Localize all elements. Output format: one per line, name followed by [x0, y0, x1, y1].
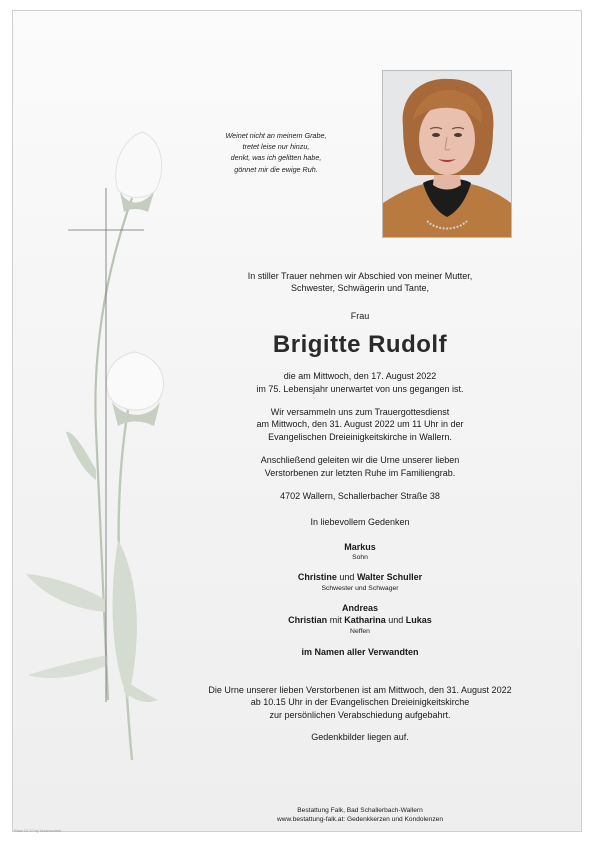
intro-line: In stiller Trauer nehmen wir Abschied von meiner Mutter, — [247, 271, 473, 281]
mourner-nephew: Andreas — [341, 602, 378, 613]
poem-line: tretet leise nur hinzu, — [242, 142, 310, 152]
poem-line: gönnet mir die ewige Ruh. — [234, 164, 318, 174]
mourner-name: Lukas — [405, 615, 432, 626]
remembrance-line: In liebevollem Gedenken — [310, 517, 410, 528]
funeral-home-name: Bestattung Falk, Bad Schallerbach-Wallern — [297, 807, 423, 814]
address: 4702 Wallern, Schallerbacher Straße 38 — [280, 491, 440, 502]
mourner-siblings — [165, 571, 555, 583]
memorial-pictures-line: Gedenkbilder liegen auf. — [311, 732, 409, 743]
mourner-connector: mit — [329, 615, 342, 626]
portrait-photo — [382, 70, 512, 238]
deceased-name: Brigitte Rudolf — [272, 331, 448, 359]
mourner-connector: und — [339, 572, 355, 583]
mourner-name: Christine — [297, 572, 337, 583]
poem-line: denkt, was ich gelitten habe, — [230, 153, 322, 163]
service-line: am Mittwoch, den 31. August 2022 um 11 Uhr in der — [256, 419, 464, 430]
urn-notice-line: ab 10.15 Uhr in der Evangelischen Dreieinigkeitskirche — [250, 697, 470, 708]
obituary-text — [165, 270, 555, 744]
funeral-home-website[interactable]: www.bestattung-falk.at: Gedenkkerzen und Kondolenzen — [276, 816, 444, 823]
mourner-son: Markus — [344, 541, 376, 552]
service-line: Wir versammeln uns zum Trauergottesdienst — [270, 407, 450, 418]
poem — [190, 130, 362, 175]
mourner-relation: Sohn — [352, 554, 368, 562]
intro-line: Schwester, Schwägerin und Tante, — [291, 283, 429, 294]
all-relatives-line: im Namen aller Verwandten — [301, 646, 419, 657]
urn-notice-line: Die Urne unserer lieben Verstorbenen ist am Mittwoch, den 31. August 2022 — [208, 684, 512, 695]
burial-line: Verstorbenen zur letzten Ruhe im Familiengrab. — [264, 467, 456, 478]
death-date-line: die am Mittwoch, den 17. August 2022 — [283, 371, 437, 382]
poem-line: Weinet nicht an meinem Grabe, — [225, 131, 327, 140]
death-age-line: im 75. Lebensjahr unerwartet von uns gegangen ist. — [256, 383, 464, 394]
mourner-name: Walter Schuller — [356, 572, 423, 583]
burial-line: Anschließend geleiten wir die Urne unserer lieben — [260, 455, 460, 466]
image-credit: Rose 10-10 by Urschmolme — [14, 829, 62, 833]
mourner-nephews — [165, 614, 555, 626]
mourner-connector: und — [388, 615, 404, 626]
service-line: Evangelischen Dreieinigkeitskirche in Wallern. — [268, 431, 452, 442]
mourner-name: Katharina — [344, 615, 386, 626]
mourner-relation: Schwester und Schwager — [321, 584, 399, 592]
honorific: Frau — [350, 310, 370, 321]
urn-notice-line: zur persönlichen Verabschiedung aufgebahrt. — [269, 709, 451, 720]
mourner-relation: Neffen — [350, 627, 370, 635]
funeral-home-footer — [165, 806, 555, 824]
mourner-name: Christian — [288, 615, 328, 626]
